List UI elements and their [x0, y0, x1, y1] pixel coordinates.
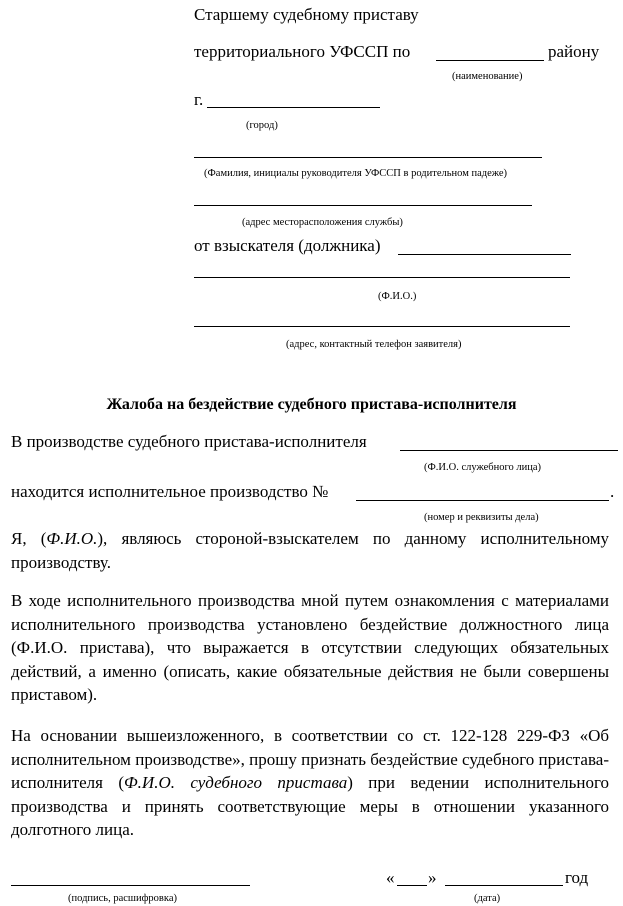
paragraph-3	[11, 724, 609, 842]
caption-date: (дата)	[474, 893, 501, 904]
paragraph-1-end: ), являюсь стороной-взыскателем по данному исполнительному производству.	[11, 529, 609, 572]
paragraph-3-fio: Ф.И.О. судебного пристава	[124, 773, 348, 792]
quote-open: «	[386, 868, 395, 887]
caption-name: (наименование)	[452, 71, 523, 82]
paragraph-2: В ходе исполнительного производства мной путем ознакомления с материалами исполнительного производства установлено бездействие должностного лица (Ф.И.О. пристава), что выражается в отсутствии следующих обязательных действий, а именно (описать, какие обязательные действия не были совершены приставом).	[11, 591, 609, 704]
from-line[interactable]	[398, 254, 571, 255]
body-line1: В производстве судебного пристава-исполнителя	[11, 432, 367, 451]
city-line[interactable]	[207, 107, 380, 108]
body-line2-end: .	[610, 482, 615, 501]
office-address-line[interactable]	[194, 205, 532, 206]
case-number-line[interactable]	[356, 500, 609, 501]
addressee-title: Старшему судебному приставу	[194, 5, 419, 24]
official-fio-line[interactable]	[400, 450, 618, 451]
applicant-fio-line[interactable]	[194, 277, 570, 278]
quote-close: »	[428, 868, 437, 887]
caption-contact: (адрес, контактный телефон заявителя)	[286, 339, 462, 350]
applicant-contact-line[interactable]	[194, 326, 570, 327]
caption-city: (город)	[246, 120, 278, 131]
caption-signature: (подпись, расшифровка)	[68, 893, 177, 904]
head-name-line[interactable]	[194, 157, 542, 158]
from-label: от взыскателя (должника)	[194, 236, 381, 255]
department-prefix: территориального УФССП по	[194, 42, 411, 61]
paragraph-1-start: Я, (	[11, 529, 47, 548]
body-line2: находится исполнительное производство №	[11, 482, 329, 501]
department-name-line[interactable]	[436, 60, 544, 61]
year-suffix: год	[565, 868, 589, 887]
paragraph-3-start: На основании вышеизложенного, в соответствии со ст. 122-128 229-ФЗ «Об исполнительном производстве», прошу признать бездействие судебного пристава-исполнителя (	[11, 726, 609, 792]
caption-head: (Фамилия, инициалы руководителя УФССП в родительном падеже)	[204, 168, 508, 179]
department-suffix: району	[548, 42, 600, 61]
month-line[interactable]	[445, 885, 563, 886]
paragraph-3-end: ) при ведении исполнительного производства и принять соответствующие меры в отношении указанного долготного лица.	[11, 773, 609, 839]
city-prefix: г.	[194, 90, 204, 109]
caption-official: (Ф.И.О. служебного лица)	[424, 462, 542, 473]
caption-number: (номер и реквизиты дела)	[424, 512, 539, 523]
caption-address: (адрес месторасположения службы)	[242, 217, 403, 228]
caption-fio: (Ф.И.О.)	[378, 291, 417, 302]
paragraph-1	[11, 527, 609, 574]
document-title: Жалоба на бездействие судебного пристава-исполнителя	[106, 396, 517, 413]
signature-line[interactable]	[11, 885, 250, 886]
paragraph-1-fio: Ф.И.О.	[46, 529, 98, 548]
day-line[interactable]	[397, 885, 427, 886]
